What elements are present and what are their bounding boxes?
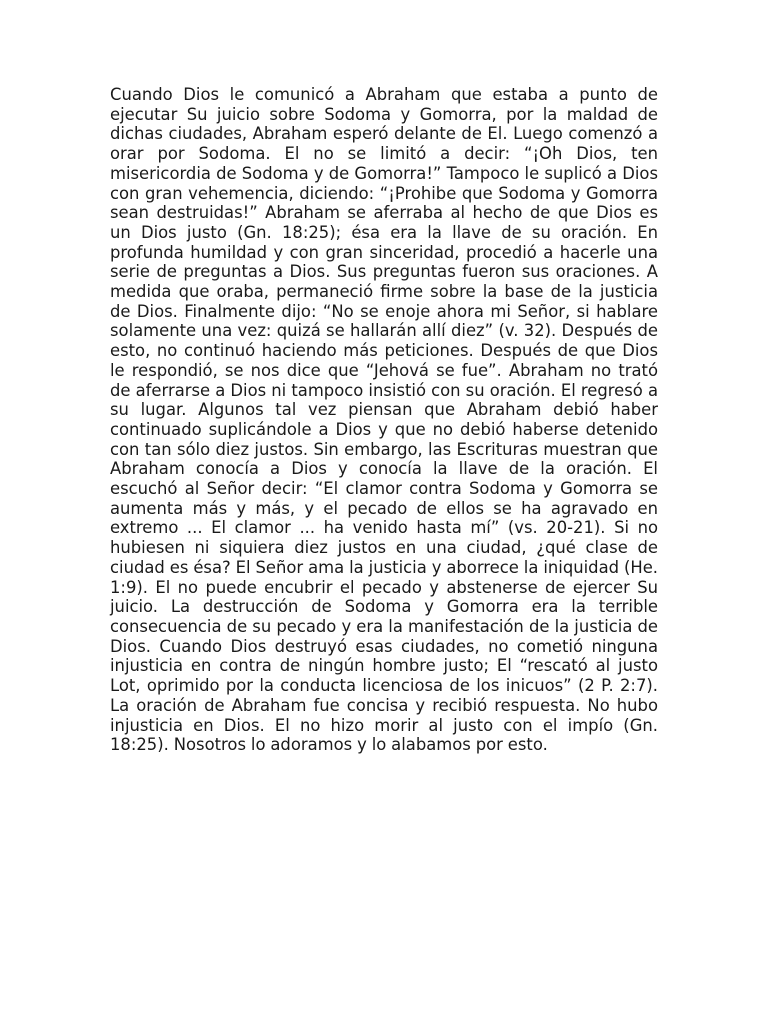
body-paragraph: Cuando Dios le comunicó a Abraham que estaba a punto de ejecutar Su juicio sobre Sodoma y Gomorra, por la maldad de dichas ciudades, Abraham esperó delante de El. Luego comenzó a orar por Sodoma. El no se limitó a decir: “¡Oh Dios, ten misericordia de Sodoma y de Gomorra!” Tampoco le suplicó a Dios con gran vehemencia, diciendo: “¡Prohibe que Sodoma y Gomorra sean destruidas!” Abraham se aferraba al hecho de que Dios es un Dios justo (Gn. 18:25); ésa era la llave de su oración. En profunda humildad y con gran sinceridad, procedió a hacerle una serie de preguntas a Dios. Sus preguntas fueron sus oraciones. A medida que oraba, permaneció firme sobre la base de la justicia de Dios. Finalmente dijo: “No se enoje ahora mi Señor, si hablare solamente una vez: quizá se hallarán allí diez” (v. 32). Después de esto, no continuó haciendo más peticiones. Después de que Dios le respondió, se nos dice que “Jehová se fue”. Abraham no trató de aferrarse a Dios ni tampoco insistió con su oración. El regresó a su lugar. Algunos tal vez piensan que Abraham debió haber continuado suplicándole a Dios y que no debió haberse detenido con tan sólo diez justos. Sin embargo, las Escrituras muestran que Abraham conocía a Dios y conocía la llave de la oración. El escuchó al Señor decir: “El clamor contra Sodoma y Gomorra se aumenta más y más, y el pecado de ellos se ha agravado en extremo ... El clamor ... ha venido hasta mí” (vs. 20-21). Si no hubiesen ni siquiera diez justos en una ciudad, ¿qué clase de ciudad es ésa? El Señor ama la justicia y aborrece la iniquidad (He. 1:9). El no puede encubrir el pecado y abstenerse de ejercer Su juicio. La destrucción de Sodoma y Gomorra era la terrible consecuencia de su pecado y era la manifestación de la justicia de Dios. Cuando Dios destruyó esas ciudades, no cometió ninguna injusticia en contra de ningún hombre justo; El “rescató al justo Lot, oprimido por la conducta licenciosa de los inicuos” (2 P. 2:7). La oración de Abraham fue concisa y recibió respuesta. No hubo injusticia en Dios. El no hizo morir al justo con el impío (Gn. 18:25). Nosotros lo adoramos y lo alabamos por esto. — [110, 85, 658, 755]
